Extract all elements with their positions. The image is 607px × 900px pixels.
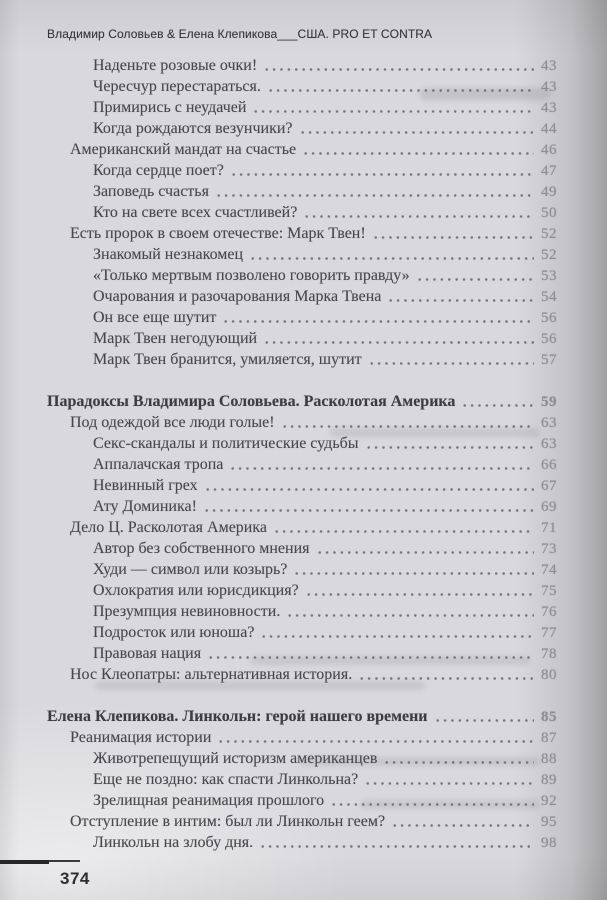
toc-entry-title: Аппалачская тропа (93, 456, 224, 473)
toc-entry-title: Презумпция невиновности. (93, 603, 281, 620)
toc-entry-page: 43 (541, 100, 557, 116)
toc-entry-page: 56 (541, 331, 557, 347)
toc-entry-page: 98 (541, 835, 557, 851)
toc-entry (47, 202, 557, 223)
toc-entry-page: 63 (541, 436, 557, 452)
dot-leader (364, 769, 534, 790)
toc-entry (47, 559, 557, 580)
dot-leader (263, 328, 534, 349)
dot-leader (434, 706, 534, 727)
dot-leader (305, 580, 534, 601)
toc-entry-page: 71 (541, 520, 557, 536)
toc-entry-page: 47 (541, 163, 557, 179)
dot-leader (203, 496, 534, 517)
toc-entry-title: Когда рождаются везунчики? (93, 120, 293, 137)
toc-entry-title: Он все еще шутит (93, 309, 217, 326)
toc-entry-title: Ату Доминика! (93, 498, 197, 515)
toc-entry (47, 391, 557, 412)
dot-leader (299, 118, 534, 139)
dot-leader (273, 517, 534, 538)
toc-entry-page: 44 (541, 121, 557, 137)
dot-leader (387, 286, 534, 307)
toc-entry-page: 53 (541, 268, 557, 284)
toc-entry-title: Чересчур перестараться. (93, 78, 261, 95)
toc-entry-title: Знакомый незнакомец (93, 246, 244, 263)
toc-entry-title: Худи — символ или козырь? (93, 561, 288, 578)
toc-entry-page: 92 (541, 793, 557, 809)
toc-entry-page: 49 (541, 184, 557, 200)
toc-entry-title: Марк Твен бранится, умиляется, шутит (93, 351, 362, 368)
toc-entry-page: 89 (541, 772, 557, 788)
toc-entry-page: 80 (541, 667, 557, 683)
toc-entry-title: Под одеждой все люди голые! (70, 414, 275, 431)
toc-entry (47, 181, 557, 202)
toc-entry-page: 85 (541, 709, 557, 725)
toc-entry-title: Кто на свете всех счастливей? (93, 204, 298, 221)
dot-leader (368, 349, 534, 370)
toc-entry-page: 43 (541, 79, 557, 95)
toc-entry (47, 244, 557, 265)
toc-entry-title: Парадоксы Владимира Соловьева. Расколотая Америка (47, 393, 456, 410)
toc-entry-page: 69 (541, 499, 557, 515)
toc-entry-title: Правовая нация (93, 645, 202, 662)
bleedthrough-artifact (330, 428, 540, 437)
toc-entry-page: 50 (541, 205, 557, 221)
toc-entry (47, 601, 557, 622)
toc-entry-title: Отступление в интим: был ли Линкольн геем? (70, 813, 386, 830)
toc-entry (47, 97, 557, 118)
toc-entry (47, 349, 557, 370)
toc-entry-page: 56 (541, 310, 557, 326)
toc-entry (47, 454, 557, 475)
dot-leader (249, 244, 534, 265)
toc-entry (47, 118, 557, 139)
toc-entry (47, 328, 557, 349)
toc-entry (47, 160, 557, 181)
toc-entry (47, 811, 557, 832)
dot-leader (293, 559, 534, 580)
toc-entry-title: «Только мертвым позволено говорить правду» (93, 267, 410, 284)
toc-entry-title: Марк Твен негодующий (93, 330, 258, 347)
dot-leader (222, 307, 534, 328)
bleedthrough-artifact (300, 757, 540, 766)
toc-entry-page: 73 (541, 541, 557, 557)
dot-leader (286, 601, 534, 622)
toc-entry-title: Животрепещущий историзм американцев (93, 750, 378, 767)
dot-leader (259, 832, 534, 853)
dot-leader (303, 202, 534, 223)
toc-entry-page: 87 (541, 730, 557, 746)
toc-entry (47, 622, 557, 643)
toc-entry-page: 52 (541, 226, 557, 242)
toc-entry-page: 75 (541, 583, 557, 599)
dot-leader (229, 454, 534, 475)
toc-entry-page: 76 (541, 604, 557, 620)
dot-leader (252, 97, 534, 118)
dot-leader (263, 55, 534, 76)
footer-rule-thin (49, 860, 80, 862)
page-number: 374 (60, 869, 90, 888)
toc-entry (47, 580, 557, 601)
toc-entry-page: 77 (541, 625, 557, 641)
footer-rule-thick (0, 860, 49, 864)
toc-entry-page: 43 (541, 58, 557, 74)
toc-entry-title: Еще не поздно: как спасти Линкольна? (93, 771, 359, 788)
running-header: Владимир Соловьев & Елена Клепикова___США. PRO ET CONTRA (47, 27, 433, 41)
dot-leader (372, 223, 534, 244)
toc-entry-title: Линкольн на злобу дня. (93, 834, 254, 851)
toc-entry (47, 286, 557, 307)
toc-entry-page: 95 (541, 814, 557, 830)
toc-entry-title: Нос Клеопатры: альтернативная история. (70, 666, 353, 683)
toc-entry-title: Автор без собственного мнения (93, 540, 310, 557)
dot-leader (204, 475, 534, 496)
toc-entry-page: 74 (541, 562, 557, 578)
toc-entry-page: 52 (541, 247, 557, 263)
toc-entry (47, 832, 557, 853)
toc-entry-page: 63 (541, 415, 557, 431)
dot-leader (316, 538, 535, 559)
toc-entry (47, 496, 557, 517)
dot-leader (461, 391, 534, 412)
toc-entry-title: Подросток или юноша? (93, 624, 255, 641)
toc-entry-page: 78 (541, 646, 557, 662)
dot-leader (215, 181, 534, 202)
bleedthrough-artifact (95, 681, 425, 690)
toc-entry-title: Когда сердце поет? (93, 162, 224, 179)
dot-leader (302, 139, 534, 160)
toc-entry-title: Реанимация истории (70, 729, 212, 746)
table-of-contents (47, 55, 557, 853)
toc-entry (47, 307, 557, 328)
toc-entry-title: Заповедь счастья (93, 183, 209, 200)
toc-entry (47, 55, 557, 76)
dot-leader (416, 265, 534, 286)
toc-entry-page: 57 (541, 352, 557, 368)
toc-entry-title: Есть пророк в своем отечестве: Марк Твен! (70, 225, 366, 242)
toc-entry-page: 46 (541, 142, 557, 158)
bleedthrough-artifact (360, 800, 540, 809)
toc-entry-title: Наденьте розовые очки! (93, 57, 258, 74)
toc-entry-page: 59 (541, 394, 557, 410)
bleedthrough-artifact (420, 88, 550, 100)
toc-entry-title: Елена Клепикова. Линкольн: герой нашего времени (47, 708, 428, 725)
toc-entry (47, 769, 557, 790)
dot-leader (260, 622, 534, 643)
toc-entry-page: 66 (541, 457, 557, 473)
toc-entry-title: Зрелищная реанимация прошлого (93, 792, 325, 809)
toc-entry-page: 88 (541, 751, 557, 767)
toc-entry-title: Очарования и разочарования Марка Твена (93, 288, 382, 305)
toc-entry (47, 139, 557, 160)
toc-entry (47, 538, 557, 559)
toc-entry-title: Дело Ц. Расколотая Америка (70, 519, 267, 536)
bleedthrough-artifact (250, 656, 530, 665)
dot-leader (217, 727, 534, 748)
toc-entry-title: Примирись с неудачей (93, 99, 247, 116)
dot-leader (391, 811, 534, 832)
toc-entry-title: Секс-скандалы и политические судьбы (93, 435, 359, 452)
toc-entry (47, 475, 557, 496)
toc-entry (47, 727, 557, 748)
toc-entry (47, 223, 557, 244)
dot-leader (230, 160, 534, 181)
toc-entry (47, 706, 557, 727)
toc-entry-title: Американский мандат на счастье (70, 141, 297, 158)
toc-entry-title: Невинный грех (93, 477, 198, 494)
toc-entry-page: 54 (541, 289, 557, 305)
toc-entry-page: 67 (541, 478, 557, 494)
toc-entry (47, 265, 557, 286)
toc-entry-title: Охлократия или юрисдикция? (93, 582, 299, 599)
toc-entry (47, 517, 557, 538)
